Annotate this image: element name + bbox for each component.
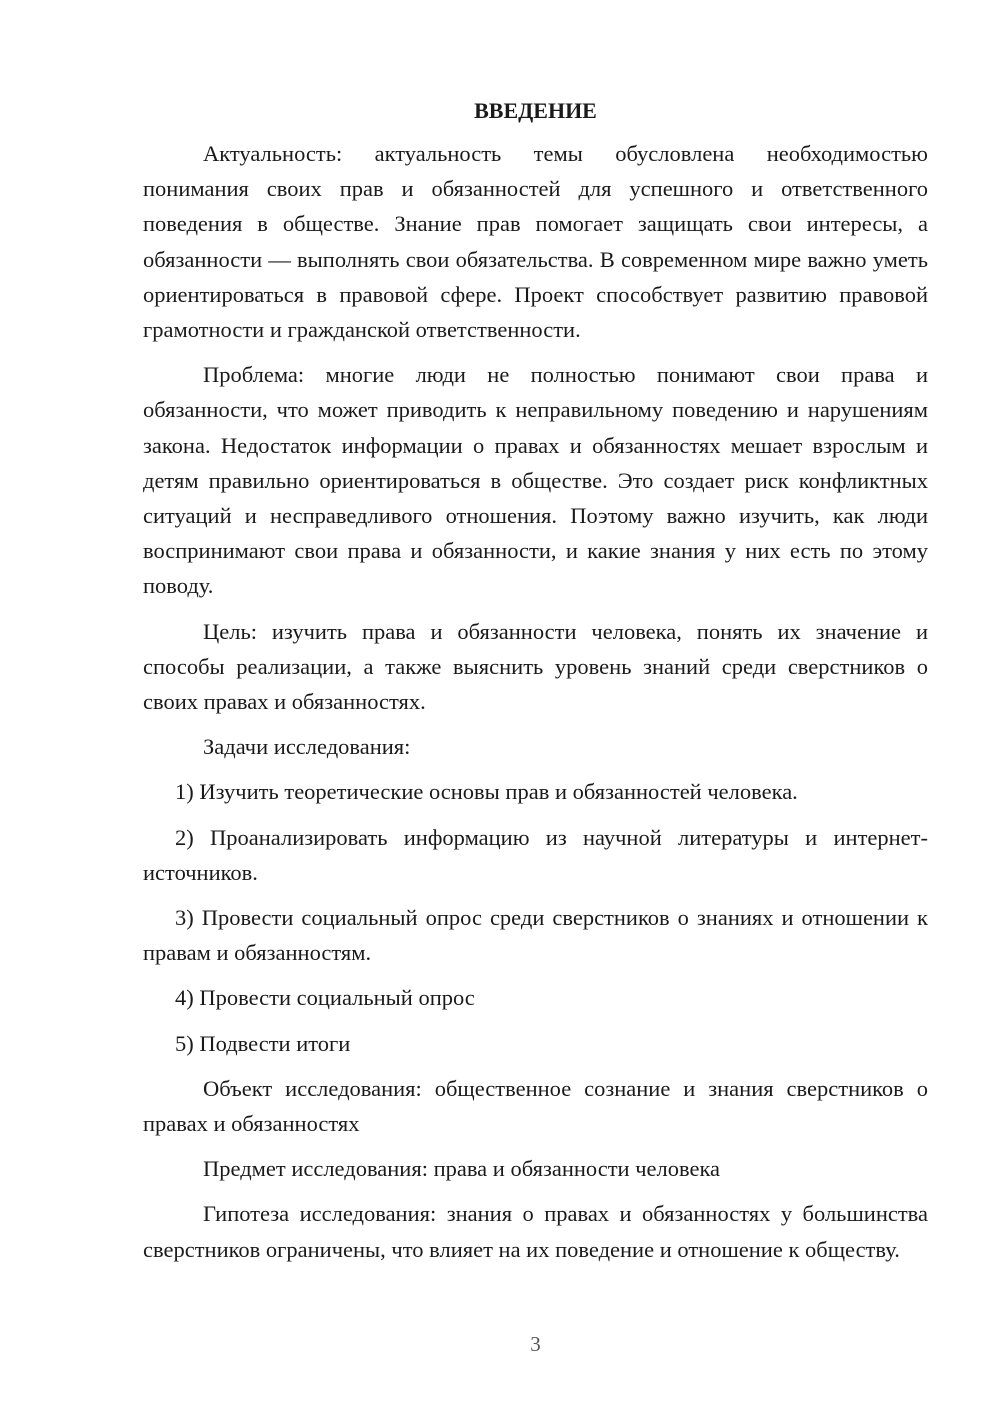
task-item-5: 5) Подвести итоги bbox=[175, 1030, 351, 1056]
paragraph-relevance: Актуальность: актуальность темы обусловлена необходимостью понимания своих прав и обязанностей для успешного и ответственного поведения в обществе. Знание прав помогает защищать свои интересы, а обязанности — выполнять свои обязательства. В современном мире важно уметь ориентироваться в правовой сфере. Проект способствует развитию правовой грамотности и гражданской ответственности. bbox=[143, 141, 928, 343]
task-item-1: 1) Изучить теоретические основы прав и обязанностей человека. bbox=[175, 779, 798, 805]
paragraph-tasks-heading: Задачи исследования: bbox=[203, 734, 411, 760]
paragraph-subject: Предмет исследования: права и обязанности человека bbox=[203, 1156, 721, 1182]
task-item-4: 4) Провести социальный опрос bbox=[175, 985, 475, 1011]
section-title: ВВЕДЕНИЕ bbox=[474, 98, 597, 123]
task-item-2: 2) Проанализировать информацию из научной литературы и интернет-источников. bbox=[143, 824, 928, 885]
paragraph-problem: Проблема: многие люди не полностью понимают свои права и обязанности, что может приводить к неправильному поведению и нарушениям закона. Недостаток информации о правах и обязанностях мешает взрослым и детям правильно ориентироваться в обществе. Это создает риск конфликтных ситуаций и несправедливого отношения. Поэтому важно изучить, как люди воспринимают свои права и обязанности, и какие знания у них есть по этому поводу. bbox=[143, 362, 928, 599]
paragraph-goal: Цель: изучить права и обязанности человека, понять их значение и способы реализации, а также выяснить уровень знаний среди сверстников о своих правах и обязанностях. bbox=[143, 618, 928, 715]
page-number: 3 bbox=[530, 1332, 541, 1356]
paragraph-hypothesis: Гипотеза исследования: знания о правах и обязанностях у большинства сверстников ограничены, что влияет на их поведение и отношение к обществу. bbox=[143, 1201, 928, 1262]
document-page bbox=[143, 96, 928, 1277]
task-item-3: 3) Провести социальный опрос среди сверстников о знаниях и отношении к правам и обязанностям. bbox=[143, 905, 928, 966]
paragraph-object: Объект исследования: общественное сознание и знания сверстников о правах и обязанностях bbox=[143, 1075, 928, 1137]
